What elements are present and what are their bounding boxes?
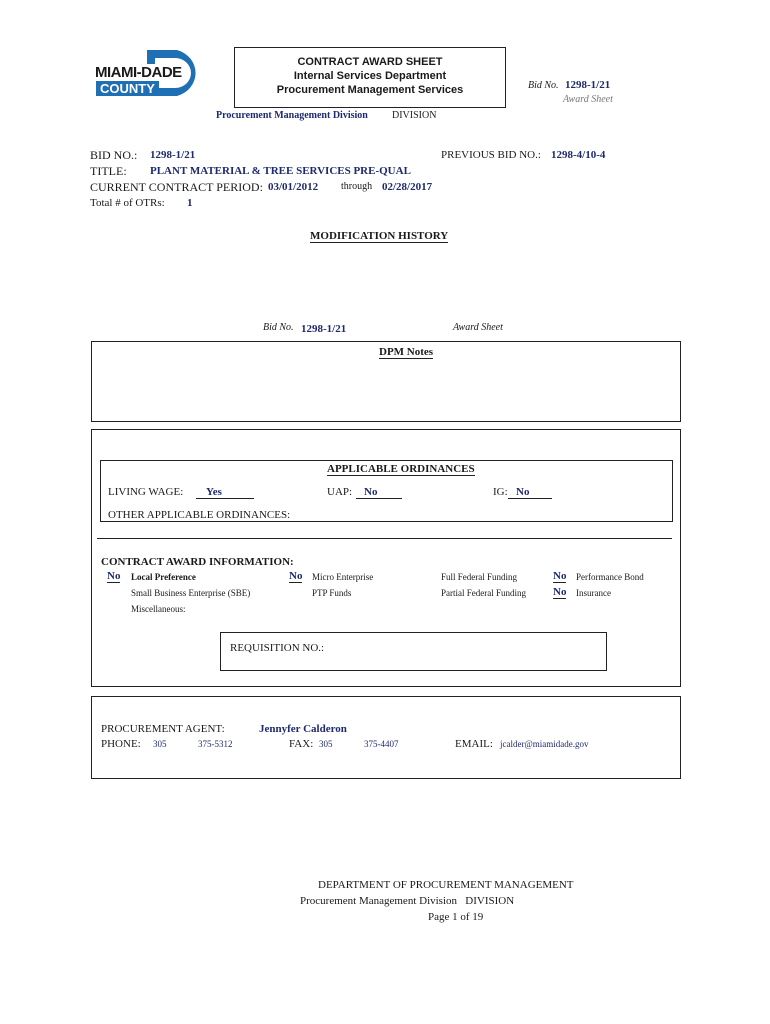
other-ordinances-label: OTHER APPLICABLE ORDINANCES: (108, 509, 291, 521)
title-value: PLANT MATERIAL & TREE SERVICES PRE-QUAL (150, 165, 411, 177)
modification-history-heading: MODIFICATION HISTORY (310, 230, 449, 242)
performance-bond-value: No (553, 570, 567, 582)
micro-enterprise-label: Micro Enterprise (312, 572, 374, 582)
partial-federal-funding-label: Partial Federal Funding (441, 588, 526, 598)
contract-period-label: CURRENT CONTRACT PERIOD: (90, 180, 263, 194)
footer-division: Procurement Management Division DIVISION (300, 895, 515, 907)
ig-value: No (508, 486, 552, 499)
title-internal-services: Internal Services Department (293, 70, 447, 82)
header-award-sheet: Award Sheet (563, 94, 613, 105)
division-label: DIVISION (392, 110, 437, 121)
uap-label: UAP: (327, 486, 353, 498)
mid-award-sheet: Award Sheet (453, 322, 503, 333)
requisition-box (220, 632, 607, 671)
header-bid-no-value: 1298-1/21 (565, 79, 611, 91)
procurement-agent-box (91, 696, 681, 779)
contract-period-start: 03/01/2012 (268, 181, 319, 193)
fax-label: FAX: (289, 738, 314, 750)
mid-bid-no-label: Bid No. (263, 322, 294, 333)
mid-bid-no-value: 1298-1/21 (301, 323, 347, 335)
email-value[interactable]: jcalder@miamidade.gov (500, 739, 589, 749)
living-wage-value: Yes (196, 486, 254, 499)
applicable-ordinances-heading: APPLICABLE ORDINANCES (327, 463, 475, 475)
email-label: EMAIL: (455, 738, 493, 750)
full-federal-funding-label: Full Federal Funding (441, 572, 517, 582)
contract-period-end: 02/28/2017 (382, 181, 433, 193)
performance-bond-label: Performance Bond (576, 572, 644, 582)
bid-no-label: BID NO.: (90, 148, 138, 162)
county-logo (95, 48, 207, 98)
dpm-notes-box (91, 341, 681, 422)
header-bid-no-label: Bid No. (528, 80, 559, 91)
award-info-heading: CONTRACT AWARD INFORMATION: (101, 556, 294, 568)
footer-page-number: Page 1 of 19 (428, 911, 484, 923)
insurance-value: No (553, 586, 567, 598)
ptp-funds-label: PTP Funds (312, 588, 352, 598)
sbe-label: Small Business Enterprise (SBE) (131, 588, 251, 598)
phone-area-code: 305 (153, 739, 167, 749)
award-info-divider (97, 538, 672, 539)
otrs-label: Total # of OTRs: (90, 197, 165, 209)
logo-text-miami-dade: MIAMI-DADE (95, 64, 182, 81)
requisition-label: REQUISITION NO.: (230, 642, 325, 654)
division-name: Procurement Management Division (216, 110, 368, 121)
local-preference-value: No (107, 570, 121, 582)
micro-enterprise-value: No (289, 570, 303, 582)
title-procurement-services: Procurement Management Services (276, 84, 464, 96)
otrs-value: 1 (187, 197, 193, 209)
insurance-label: Insurance (576, 588, 611, 598)
dpm-notes-heading: DPM Notes (379, 346, 434, 358)
footer-department: DEPARTMENT OF PROCUREMENT MANAGEMENT (318, 879, 574, 891)
phone-number: 375-5312 (198, 739, 233, 749)
miscellaneous-label: Miscellaneous: (131, 604, 186, 614)
bid-no-value: 1298-1/21 (150, 149, 196, 161)
previous-bid-value: 1298-4/10-4 (551, 149, 606, 161)
previous-bid-label: PREVIOUS BID NO.: (441, 149, 541, 161)
uap-value: No (356, 486, 402, 499)
title-box (234, 47, 506, 108)
title-contract-award-sheet: CONTRACT AWARD SHEET (297, 56, 443, 68)
procurement-agent-name: Jennyfer Calderon (259, 723, 347, 735)
fax-number: 375-4407 (364, 739, 399, 749)
fax-area-code: 305 (319, 739, 333, 749)
living-wage-label: LIVING WAGE: (108, 486, 184, 498)
phone-label: PHONE: (101, 738, 141, 750)
ig-label: IG: (493, 486, 508, 498)
logo-text-county: COUNTY (96, 81, 159, 96)
local-preference-label: Local Preference (131, 572, 196, 582)
through-label: through (341, 181, 373, 192)
procurement-agent-label: PROCUREMENT AGENT: (101, 723, 225, 735)
title-label: TITLE: (90, 164, 127, 178)
